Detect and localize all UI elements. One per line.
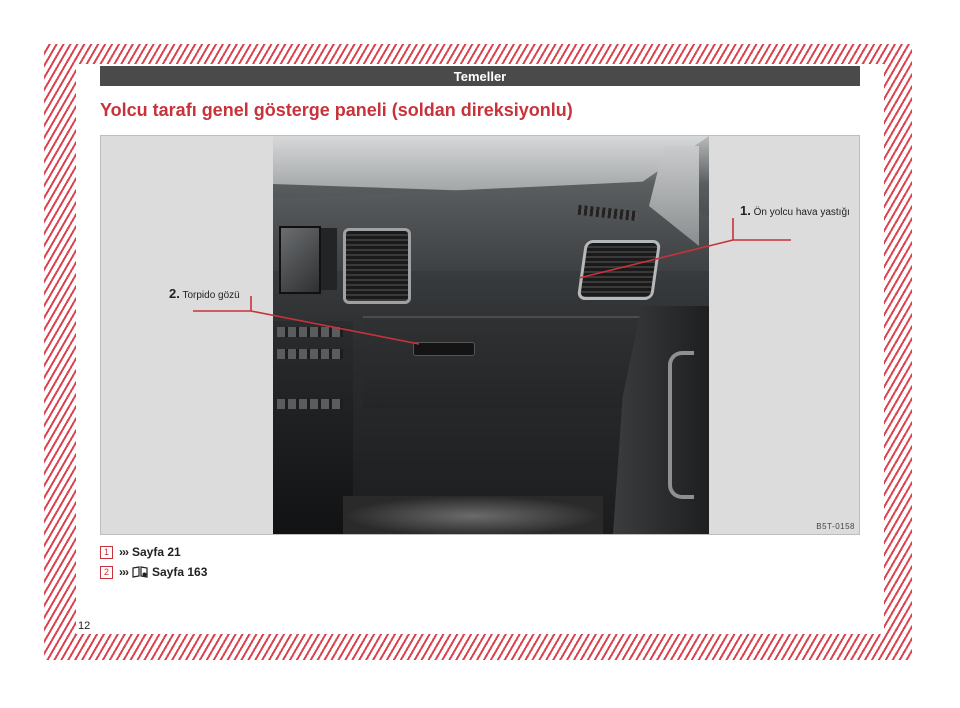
- reference-1-arrows: ›››: [119, 545, 128, 559]
- section-header: [100, 66, 860, 86]
- callout-2-number: 2.: [169, 286, 180, 301]
- callout-1-text: Ön yolcu hava yastığı: [753, 207, 850, 218]
- page-number: 12: [78, 620, 91, 632]
- callout-1-airbag: [740, 205, 850, 219]
- reference-1-text[interactable]: Sayfa 21: [132, 545, 181, 559]
- section-title: Temeller: [453, 68, 507, 84]
- manual-page: [76, 64, 884, 634]
- reference-1[interactable]: [100, 545, 181, 559]
- callout-2-text: Torpido gözü: [182, 290, 240, 301]
- figure-code: B5T-0158: [816, 522, 855, 531]
- reference-2[interactable]: [100, 565, 207, 579]
- book-icon: [132, 566, 148, 578]
- reference-2-text[interactable]: Sayfa 163: [152, 565, 208, 579]
- reference-2-badge: 2: [100, 566, 113, 579]
- callout-2-leader: [251, 311, 419, 344]
- callout-1-leader: [579, 240, 733, 278]
- dashboard-figure: [100, 135, 860, 535]
- callout-1-number: 1.: [740, 203, 751, 218]
- reference-2-arrows: ›››: [119, 565, 128, 579]
- callout-2-glovebox: [169, 288, 240, 302]
- reference-1-badge: 1: [100, 546, 113, 559]
- page-title: Yolcu tarafı genel gösterge paneli (soldan direksiyonlu): [100, 100, 573, 120]
- callout-lines: [101, 136, 860, 535]
